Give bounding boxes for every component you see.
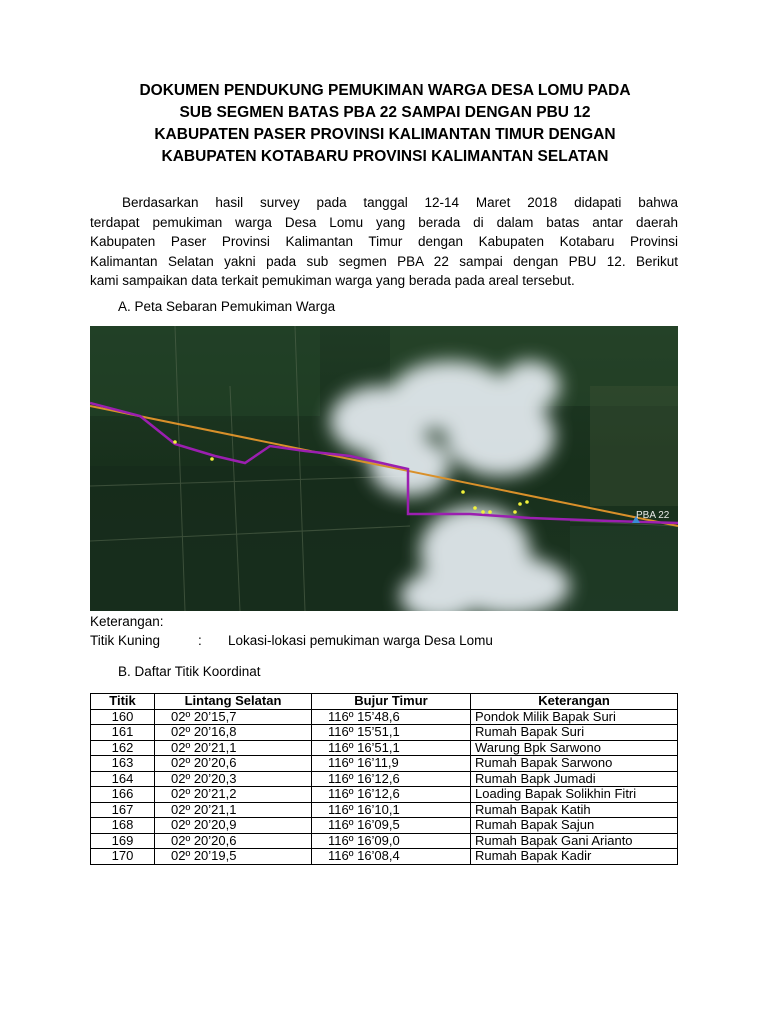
column-header-keterangan: Keterangan — [471, 694, 678, 710]
title-line-4: KABUPATEN KOTABARU PROVINSI KALIMANTAN SELATAN — [161, 148, 609, 165]
table-row — [91, 771, 678, 787]
cell-bujur: 116º 16’51,1 — [312, 740, 471, 756]
cell-keterangan: Loading Bapak Solikhin Fitri — [471, 787, 678, 803]
cell-titik: 170 — [91, 849, 155, 865]
document-title — [90, 80, 680, 168]
cell-titik: 168 — [91, 818, 155, 834]
legend-value: Lokasi-lokasi pemukiman warga Desa Lomu — [228, 633, 493, 648]
section-b-heading: B. Daftar Titik Koordinat — [118, 664, 261, 679]
intro-line-2: terdapat pemukiman warga Desa Lomu yang berada di dalam batas antar daerah — [90, 214, 678, 230]
cell-lintang: 02º 20’15,7 — [155, 709, 312, 725]
cell-lintang: 02º 20’21,1 — [155, 802, 312, 818]
cell-bujur: 116º 15’48,6 — [312, 709, 471, 725]
intro-paragraph — [90, 193, 678, 291]
cell-titik: 162 — [91, 740, 155, 756]
table-row — [91, 740, 678, 756]
cell-lintang: 02º 20’19,5 — [155, 849, 312, 865]
cell-keterangan: Rumah Bapak Kadir — [471, 849, 678, 865]
cell-keterangan: Rumah Bapak Gani Arianto — [471, 833, 678, 849]
cell-bujur: 116º 16’11,9 — [312, 756, 471, 772]
title-line-2: SUB SEGMEN BATAS PBA 22 SAMPAI DENGAN PBU 12 — [179, 104, 591, 121]
table-row — [91, 756, 678, 772]
legend-key: Titik Kuning — [90, 633, 161, 648]
cell-lintang: 02º 20’20,9 — [155, 818, 312, 834]
title-line-1: DOKUMEN PENDUKUNG PEMUKIMAN WARGA DESA LOMU PADA — [139, 82, 631, 99]
table-row — [91, 725, 678, 741]
map-marker-label: PBA 22 — [636, 510, 670, 521]
table-row — [91, 802, 678, 818]
cell-keterangan: Warung Bpk Sarwono — [471, 740, 678, 756]
intro-line-5: kami sampaikan data terkait pemukiman warga yang berada pada areal tersebut. — [90, 273, 575, 288]
cell-bujur: 116º 16’09,0 — [312, 833, 471, 849]
cell-lintang: 02º 20’16,8 — [155, 725, 312, 741]
cell-bujur: 116º 16’10,1 — [312, 802, 471, 818]
satellite-map-image — [90, 326, 678, 611]
legend-heading: Keterangan: — [90, 614, 164, 629]
cell-bujur: 116º 16’12,6 — [312, 787, 471, 803]
cell-keterangan: Rumah Bapak Suri — [471, 725, 678, 741]
cell-titik: 166 — [91, 787, 155, 803]
table-row — [91, 849, 678, 865]
table-row — [91, 818, 678, 834]
settlement-map — [90, 326, 678, 611]
cell-bujur: 116º 16’08,4 — [312, 849, 471, 865]
cell-lintang: 02º 20’20,6 — [155, 833, 312, 849]
intro-line-4: Kalimantan Selatan yakni pada sub segmen PBA 22 sampai dengan PBU 12. Berikut — [90, 253, 678, 269]
cell-titik: 163 — [91, 756, 155, 772]
cell-titik: 161 — [91, 725, 155, 741]
map-legend — [90, 612, 493, 650]
cell-titik: 164 — [91, 771, 155, 787]
cell-lintang: 02º 20’21,2 — [155, 787, 312, 803]
cell-titik: 160 — [91, 709, 155, 725]
cell-keterangan: Rumah Bapak Sarwono — [471, 756, 678, 772]
column-header-bujur: Bujur Timur — [312, 694, 471, 710]
cell-keterangan: Rumah Bapk Jumadi — [471, 771, 678, 787]
cell-keterangan: Rumah Bapak Katih — [471, 802, 678, 818]
cell-bujur: 116º 16’09,5 — [312, 818, 471, 834]
column-header-titik: Titik — [91, 694, 155, 710]
cell-titik: 169 — [91, 833, 155, 849]
cell-keterangan: Pondok Milik Bapak Suri — [471, 709, 678, 725]
table-row — [91, 709, 678, 725]
intro-line-1: Berdasarkan hasil survey pada tanggal 12-14 Maret 2018 didapati bahwa — [122, 195, 678, 210]
table-row — [91, 833, 678, 849]
column-header-lintang: Lintang Selatan — [155, 694, 312, 710]
table-row — [91, 787, 678, 803]
cell-lintang: 02º 20’20,6 — [155, 756, 312, 772]
cell-keterangan: Rumah Bapak Sajun — [471, 818, 678, 834]
intro-line-3: Kabupaten Paser Provinsi Kalimantan Timur dengan Kabupaten Kotabaru Provinsi — [90, 234, 678, 249]
cell-lintang: 02º 20’20,3 — [155, 771, 312, 787]
cell-titik: 167 — [91, 802, 155, 818]
cell-lintang: 02º 20’21,1 — [155, 740, 312, 756]
coordinate-table — [90, 693, 678, 865]
section-a-heading: A. Peta Sebaran Pemukiman Warga — [118, 299, 336, 314]
cell-bujur: 116º 15’51,1 — [312, 725, 471, 741]
title-line-3: KABUPATEN PASER PROVINSI KALIMANTAN TIMUR DENGAN — [154, 126, 616, 143]
cell-bujur: 116º 16’12,6 — [312, 771, 471, 787]
table-header-row — [91, 694, 678, 710]
legend-separator: : — [198, 633, 202, 648]
